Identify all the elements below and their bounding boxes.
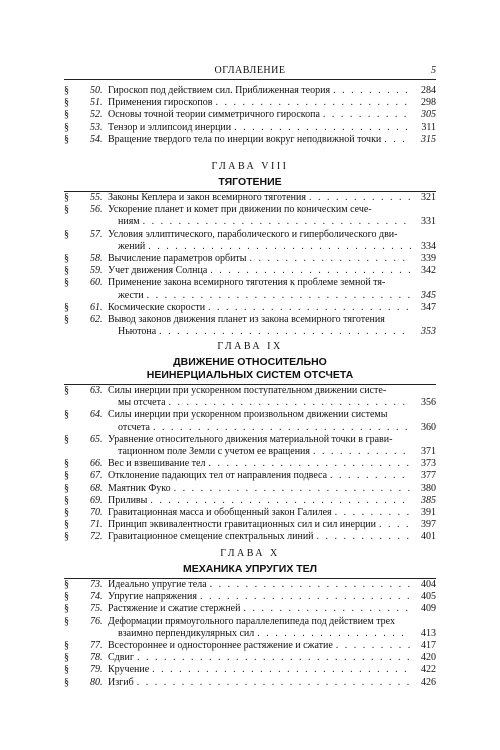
- dot-leader: [208, 302, 411, 314]
- entry-title-line: Всестороннее и одностороннее растяжение и сжатие: [108, 640, 333, 652]
- entry-text: [108, 470, 436, 482]
- entry-title-line: отсчета: [118, 421, 150, 433]
- page-ref: 409: [421, 603, 436, 615]
- section-sign: §: [64, 228, 69, 240]
- entry-text: [108, 314, 436, 338]
- entry-title-line: взаимно перпендикулярных сил: [118, 627, 255, 639]
- section-sign: §: [64, 109, 69, 121]
- entry-text: [108, 603, 436, 615]
- entry-last-line: [108, 519, 436, 531]
- section-sign: §: [64, 385, 69, 396]
- section-sign: §: [64, 579, 69, 590]
- entry-text: [108, 409, 436, 433]
- page-ref: 420: [421, 652, 436, 664]
- entry-title-line: Вычисление параметров орбиты: [108, 253, 247, 265]
- entry-title-line: Вывод законов движения планет из закона всемирного тяготения: [108, 314, 385, 326]
- header-rule: [64, 79, 436, 80]
- entry-last-line: [108, 640, 436, 652]
- entry-last-line: [108, 677, 436, 689]
- dot-leader: [333, 85, 411, 97]
- entry-title-line: Упругие напряжения: [108, 591, 197, 603]
- page-title: ОГЛАВЛЕНИЕ: [214, 65, 286, 76]
- entry-last-line: [108, 495, 436, 507]
- entry-title-line: Деформации прямоугольного параллелепипеда под действием трех: [108, 615, 395, 627]
- section-sign: §: [64, 494, 69, 506]
- dot-leader: [200, 591, 411, 603]
- page-ref: 405: [421, 591, 436, 603]
- section-number: 67.: [90, 470, 103, 482]
- entry-title-line: жести: [118, 289, 144, 301]
- entry-title-line: жений: [118, 240, 146, 252]
- section-number: 78.: [90, 652, 103, 664]
- page-ref: 391: [421, 507, 436, 519]
- section-sign: §: [64, 265, 69, 277]
- section-number: 64.: [90, 409, 103, 421]
- toc-entry: [64, 531, 436, 543]
- section-number: 72.: [90, 531, 103, 543]
- toc-entry: [64, 652, 436, 664]
- dot-leader: [147, 290, 411, 302]
- dot-leader: [234, 122, 411, 134]
- entry-last-line: [108, 397, 436, 409]
- section-sign: §: [64, 531, 69, 543]
- dot-leader: [309, 192, 411, 204]
- section-sign: §: [64, 301, 69, 313]
- section-number: 57.: [90, 228, 103, 240]
- section-number: 76.: [90, 615, 103, 627]
- dot-leader: [174, 483, 411, 495]
- entry-title-line: Тензор и эллипсоид инерции: [108, 121, 232, 133]
- section-sign: §: [64, 507, 69, 519]
- running-head: [64, 64, 436, 78]
- section-sign: §: [64, 121, 69, 133]
- toc-entry: [64, 277, 436, 301]
- toc-entry: [64, 134, 436, 146]
- page-ref: 331: [421, 216, 436, 228]
- section-number: 74.: [90, 591, 103, 603]
- entry-last-line: [108, 579, 436, 591]
- entry-last-line: [108, 470, 436, 482]
- entry-title-line: Вращение твердого тела по инерции вокруг неподвижной точки: [108, 133, 382, 145]
- entry-text: [108, 640, 436, 652]
- entry-last-line: [108, 652, 436, 664]
- section-sign: §: [64, 676, 69, 688]
- page-ref: 422: [421, 664, 436, 676]
- entry-title-line: Условия эллиптического, параболического и гиперболического дви-: [108, 228, 398, 240]
- page-ref: 377: [421, 470, 436, 482]
- entry-last-line: [108, 253, 436, 265]
- section-sign: §: [64, 204, 69, 216]
- section-number: 59.: [90, 265, 103, 277]
- entry-title-line: Сдвиг: [108, 652, 134, 664]
- toc-entry: [64, 603, 436, 615]
- section-sign: §: [64, 603, 69, 615]
- entry-last-line: [108, 85, 436, 97]
- toc-entry: [64, 253, 436, 265]
- toc-entry: [64, 434, 436, 458]
- dot-leader: [330, 470, 411, 482]
- page-ref: 347: [421, 301, 436, 313]
- entry-text: [108, 265, 436, 277]
- entry-title-line: Кручение: [108, 664, 150, 676]
- section-sign: §: [64, 85, 69, 96]
- section-number: 61.: [90, 301, 103, 313]
- dot-leader: [210, 265, 411, 277]
- toc-list: [64, 579, 436, 689]
- entry-last-line: [108, 302, 436, 314]
- entry-text: [108, 483, 436, 495]
- section-number: 53.: [90, 121, 103, 133]
- entry-text: [108, 616, 436, 640]
- toc-entry: [64, 109, 436, 121]
- entry-text: [108, 85, 436, 97]
- dot-leader: [379, 519, 411, 531]
- dot-leader: [257, 628, 411, 640]
- section-sign: §: [64, 97, 69, 109]
- entry-text: [108, 531, 436, 543]
- page-ref: 360: [421, 421, 436, 433]
- page-ref: 380: [421, 482, 436, 494]
- page-ref: 342: [421, 265, 436, 277]
- dot-leader: [153, 422, 411, 434]
- dot-leader: [150, 495, 411, 507]
- toc-entry: [64, 591, 436, 603]
- entry-last-line: [108, 628, 436, 640]
- chapter-title: [64, 176, 436, 189]
- entry-text: [108, 579, 436, 591]
- chapter-title: [64, 356, 436, 382]
- section-number: 62.: [90, 314, 103, 326]
- section-number: 80.: [90, 676, 103, 688]
- entry-text: [108, 519, 436, 531]
- toc-entry: [64, 122, 436, 134]
- toc-entry: [64, 314, 436, 338]
- entry-last-line: [108, 192, 436, 204]
- toc-entry: [64, 409, 436, 433]
- section-number: 60.: [90, 277, 103, 289]
- dot-leader: [137, 677, 411, 689]
- toc-entry: [64, 640, 436, 652]
- section-sign: §: [64, 277, 69, 289]
- page-ref: 284: [421, 85, 436, 96]
- section-sign: §: [64, 470, 69, 482]
- entry-last-line: [108, 422, 436, 434]
- toc-entry: [64, 385, 436, 409]
- section-number: 63.: [90, 385, 103, 396]
- entry-text: [108, 122, 436, 134]
- toc-entry: [64, 616, 436, 640]
- section-number: 54.: [90, 133, 103, 145]
- section-sign: §: [64, 591, 69, 603]
- toc-entry: [64, 302, 436, 314]
- entry-last-line: [108, 603, 436, 615]
- entry-text: [108, 97, 436, 109]
- entry-title-line: Гравитационное смещение спектральных линий: [108, 531, 314, 543]
- section-number: 70.: [90, 507, 103, 519]
- section-number: 69.: [90, 494, 103, 506]
- section-number: 75.: [90, 603, 103, 615]
- section-sign: §: [64, 133, 69, 145]
- page-ref: 385: [421, 494, 436, 506]
- entry-text: [108, 229, 436, 253]
- toc-entry: [64, 664, 436, 676]
- entry-last-line: [108, 458, 436, 470]
- entry-title-line: Маятник Фуко: [108, 482, 171, 494]
- page-ref: 413: [421, 627, 436, 639]
- entry-text: [108, 458, 436, 470]
- entry-title-line: Космические скорости: [108, 301, 206, 313]
- entry-last-line: [108, 265, 436, 277]
- toc-entry: [64, 507, 436, 519]
- section-sign: §: [64, 664, 69, 676]
- section-sign: §: [64, 409, 69, 421]
- chapter-title: [64, 563, 436, 576]
- entry-title-line: Учет движения Солнца: [108, 265, 208, 277]
- toc-entry: [64, 229, 436, 253]
- section-number: 66.: [90, 458, 103, 470]
- entry-title-line: ниям: [118, 216, 140, 228]
- entry-text: [108, 385, 436, 409]
- section-sign: §: [64, 482, 69, 494]
- section-sign: §: [64, 314, 69, 326]
- section-number: 65.: [90, 433, 103, 445]
- entry-text: [108, 204, 436, 228]
- toc-entry: [64, 470, 436, 482]
- dot-leader: [152, 664, 411, 676]
- chapter-10: [64, 547, 436, 689]
- page-ref: 339: [421, 253, 436, 265]
- section-number: 55.: [90, 192, 103, 203]
- entry-title-line: Силы инерции при ускоренном произвольном движении системы: [108, 409, 388, 421]
- toc-entry: [64, 579, 436, 591]
- page-ref: 417: [421, 640, 436, 652]
- page-ref: 334: [421, 240, 436, 252]
- entry-last-line: [108, 134, 436, 146]
- dot-leader: [159, 326, 411, 338]
- entry-last-line: [108, 109, 436, 121]
- dot-leader: [313, 446, 411, 458]
- entry-last-line: [108, 591, 436, 603]
- section-number: 71.: [90, 519, 103, 531]
- entry-last-line: [108, 326, 436, 338]
- entry-title-line: Изгиб: [108, 676, 134, 688]
- dot-leader: [243, 603, 411, 615]
- entry-last-line: [108, 446, 436, 458]
- chapter-title-line: ТЯГОТЕНИЕ: [218, 176, 282, 188]
- page-ref: 397: [421, 519, 436, 531]
- toc-entry: [64, 97, 436, 109]
- section-number: 56.: [90, 204, 103, 216]
- section-number: 68.: [90, 482, 103, 494]
- entry-last-line: [108, 290, 436, 302]
- toc-entry: [64, 677, 436, 689]
- dot-leader: [137, 652, 411, 664]
- section-number: 79.: [90, 664, 103, 676]
- toc-list: [64, 192, 436, 338]
- dot-leader: [143, 216, 411, 228]
- entry-text: [108, 277, 436, 301]
- page-ref: 356: [421, 397, 436, 409]
- entry-title-line: Силы инерции при ускоренном поступательном движении систе-: [108, 385, 387, 396]
- entry-text: [108, 495, 436, 507]
- dot-leader: [335, 507, 411, 519]
- section-sign: §: [64, 458, 69, 470]
- entry-last-line: [108, 241, 436, 253]
- entry-title-line: Идеально упругие тела: [108, 579, 207, 590]
- section-sign: §: [64, 192, 69, 203]
- entry-last-line: [108, 122, 436, 134]
- page-ref: 401: [421, 531, 436, 543]
- entry-title-line: Законы Кеплера и закон всемирного тяготения: [108, 192, 306, 203]
- section-sign: §: [64, 253, 69, 265]
- entry-title-line: тационном поле Земли с учетом ее вращения: [118, 446, 311, 458]
- page-ref: 311: [421, 121, 436, 133]
- entry-title-line: Вес и взвешивание тел: [108, 458, 206, 470]
- toc-entry: [64, 495, 436, 507]
- toc-entry: [64, 519, 436, 531]
- entry-title-line: Применение закона всемирного тяготения к проблеме земной тя-: [108, 277, 386, 289]
- entry-last-line: [108, 531, 436, 543]
- page-number: 5: [431, 65, 436, 76]
- entry-title-line: Растяжение и сжатие стержней: [108, 603, 241, 615]
- chapter-label: ГЛАВА X: [220, 548, 280, 559]
- page-ref: 321: [421, 192, 436, 203]
- entry-title-line: Принцип эквивалентности гравитационных сил и сил инерции: [108, 519, 377, 531]
- toc-block-continued: [64, 85, 436, 146]
- entry-text: [108, 253, 436, 265]
- toc-entry: [64, 483, 436, 495]
- entry-last-line: [108, 216, 436, 228]
- toc-entry: [64, 192, 436, 204]
- dot-leader: [336, 640, 411, 652]
- chapter-9: [64, 340, 436, 544]
- entry-text: [108, 302, 436, 314]
- section-number: 58.: [90, 253, 103, 265]
- section-number: 50.: [90, 85, 103, 96]
- entry-text: [108, 134, 436, 146]
- page-ref: 315: [421, 133, 436, 145]
- toc-entry: [64, 204, 436, 228]
- entry-title-line: мы отсчета: [118, 397, 166, 409]
- section-sign: §: [64, 519, 69, 531]
- entry-title-line: Основы точной теории симметричного гироскопа: [108, 109, 320, 121]
- entry-text: [108, 664, 436, 676]
- entry-text: [108, 507, 436, 519]
- toc-entry: [64, 265, 436, 277]
- entry-title-line: Уравнение относительного движения материальной точки в грави-: [108, 433, 393, 445]
- entry-text: [108, 192, 436, 204]
- page-ref: 371: [421, 446, 436, 458]
- entry-last-line: [108, 664, 436, 676]
- section-number: 52.: [90, 109, 103, 121]
- chapter-8: [64, 160, 436, 338]
- entry-last-line: [108, 507, 436, 519]
- chapter-title-line: НЕИНЕРЦИАЛЬНЫХ СИСТЕМ ОТСЧЕТА: [146, 369, 354, 381]
- chapter-title-line: МЕХАНИКА УПРУГИХ ТЕЛ: [182, 563, 318, 575]
- entry-title-line: Применения гироскопов: [108, 97, 213, 109]
- section-sign: §: [64, 652, 69, 664]
- section-sign: §: [64, 615, 69, 627]
- page-ref: 353: [421, 326, 436, 338]
- dot-leader: [384, 134, 411, 146]
- entry-title-line: Ускорение планет и комет при движении по коническим сече-: [108, 204, 372, 216]
- dot-leader: [148, 241, 411, 253]
- dot-leader: [210, 579, 411, 591]
- chapter-title-line: ДВИЖЕНИЕ ОТНОСИТЕЛЬНО: [173, 356, 327, 368]
- section-number: 51.: [90, 97, 103, 109]
- page-ref: 345: [421, 289, 436, 301]
- dot-leader: [216, 97, 412, 109]
- section-sign: §: [64, 433, 69, 445]
- toc-entry: [64, 458, 436, 470]
- page-ref: 373: [421, 458, 436, 470]
- entry-title-line: Ньютона: [118, 326, 157, 338]
- dot-leader: [317, 531, 411, 543]
- dot-leader: [323, 109, 411, 121]
- entry-text: [108, 652, 436, 664]
- chapter-label: ГЛАВА VIII: [211, 161, 289, 172]
- toc-list: [64, 85, 436, 146]
- section-number: 73.: [90, 579, 103, 590]
- entry-last-line: [108, 483, 436, 495]
- dot-leader: [208, 458, 411, 470]
- entry-title-line: Отклонение падающих тел от направления подвеса: [108, 470, 328, 482]
- chapter-label: ГЛАВА IX: [217, 341, 283, 352]
- dot-leader: [250, 253, 411, 265]
- entry-title-line: Гравитационная масса и обобщенный закон Галилея: [108, 507, 332, 519]
- page-ref: 298: [421, 97, 436, 109]
- page-ref: 426: [421, 676, 436, 688]
- entry-text: [108, 434, 436, 458]
- entry-text: [108, 109, 436, 121]
- entry-title-line: Приливы: [108, 494, 148, 506]
- page-ref: 404: [421, 579, 436, 590]
- page-ref: 305: [421, 109, 436, 121]
- entry-text: [108, 677, 436, 689]
- section-sign: §: [64, 640, 69, 652]
- section-number: 77.: [90, 640, 103, 652]
- entry-text: [108, 591, 436, 603]
- dot-leader: [169, 397, 411, 409]
- toc-entry: [64, 85, 436, 97]
- entry-last-line: [108, 97, 436, 109]
- entry-title-line: Гироскоп под действием сил. Приближенная теория: [108, 85, 331, 96]
- toc-list: [64, 385, 436, 544]
